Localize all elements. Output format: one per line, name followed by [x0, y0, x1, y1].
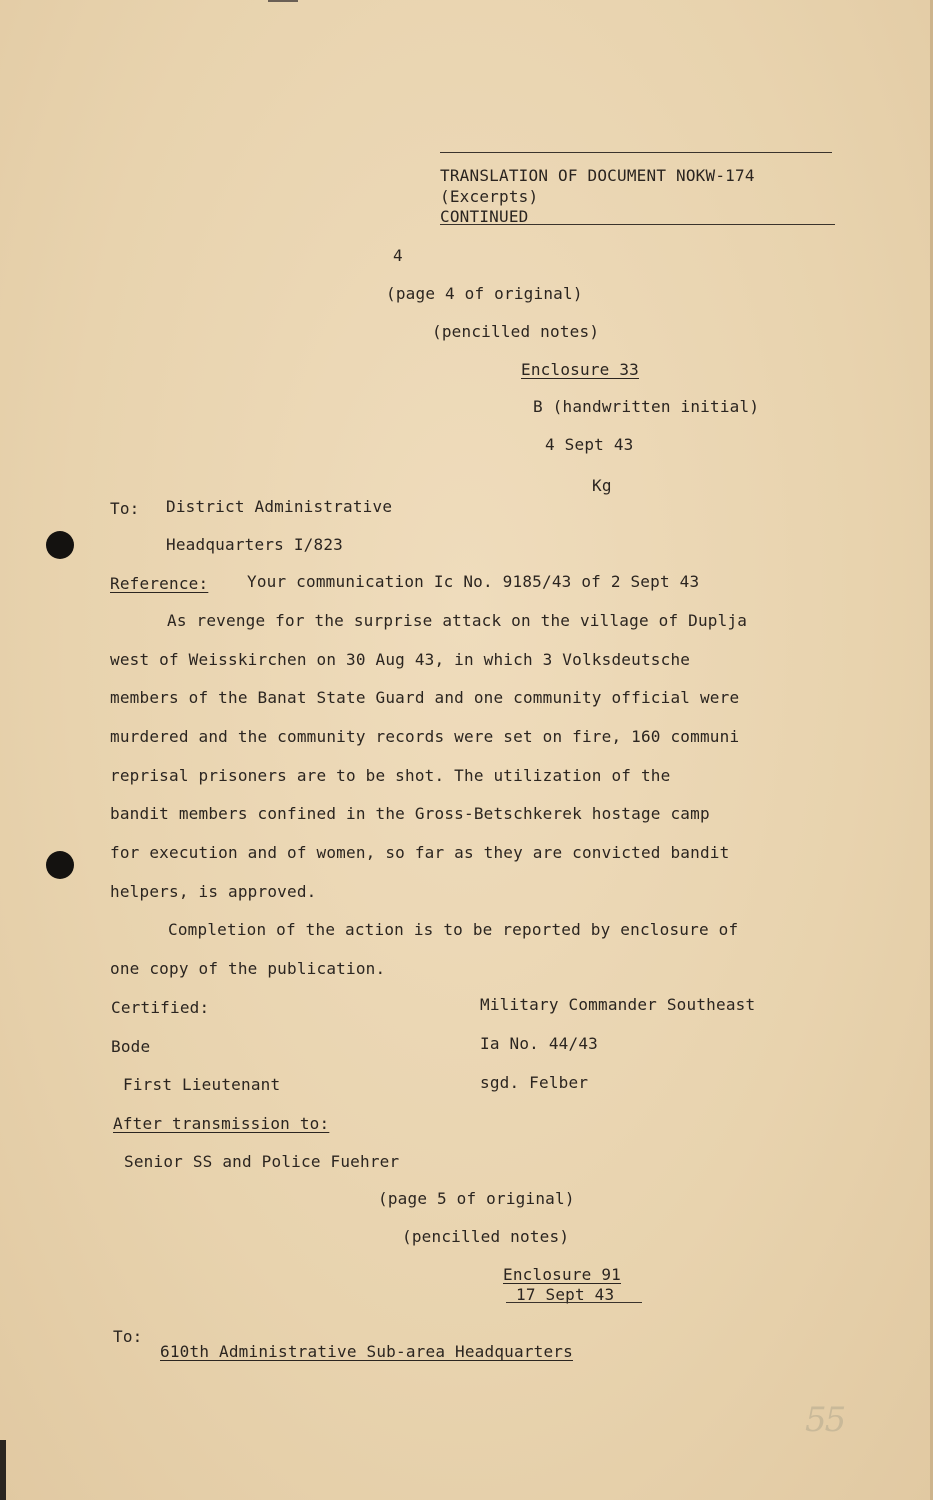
certified-label: Certified:: [111, 998, 210, 1017]
kg-note: Kg: [592, 476, 612, 495]
body-line: murdered and the community records were set on fire, 160 communi: [110, 727, 740, 746]
pencilled-notes-1: (pencilled notes): [432, 322, 600, 341]
pencilled-notes-2: (pencilled notes): [402, 1227, 570, 1246]
signer-name: Bode: [111, 1037, 151, 1056]
signer-rank: First Lieutenant: [123, 1075, 281, 1094]
to-recipient-610th: 610th Administrative Sub-area Headquarters: [160, 1342, 573, 1361]
signed-felber: sgd. Felber: [480, 1073, 589, 1092]
date-note: 4 Sept 43: [545, 435, 634, 454]
to-recipient-line2: Headquarters I/823: [166, 535, 343, 554]
punch-hole-top: [46, 531, 74, 559]
enclosure-91: Enclosure 91: [503, 1265, 621, 1284]
body-line: Completion of the action is to be reported by enclosure of: [168, 920, 739, 939]
enclosure-33: Enclosure 33: [521, 360, 639, 379]
body-line: helpers, is approved.: [110, 882, 317, 901]
header-continued: CONTINUED: [440, 207, 529, 226]
page-ref-original-4: (page 4 of original): [386, 284, 583, 303]
header-title: TRANSLATION OF DOCUMENT NOKW-174: [440, 166, 755, 185]
reference-text: Your communication Ic No. 9185/43 of 2 Sept 43: [247, 572, 700, 591]
after-transmission-label: After transmission to:: [113, 1114, 330, 1133]
enclosure-91-date: 17 Sept 43: [516, 1285, 615, 1304]
handwritten-page-number: 55: [805, 1400, 845, 1440]
transmission-recipient: Senior SS and Police Fuehrer: [124, 1152, 400, 1171]
to-label-2: To:: [113, 1327, 143, 1346]
punch-hole-bottom: [46, 851, 74, 879]
body-line: bandit members confined in the Gross-Betschkerek hostage camp: [110, 804, 710, 823]
page-ref-original-5: (page 5 of original): [378, 1189, 575, 1208]
reference-label: Reference:: [110, 574, 209, 593]
header-rule-top: [440, 152, 832, 153]
body-line: for execution and of women, so far as they are convicted bandit: [110, 843, 730, 862]
enclosure-91-rule: [506, 1302, 642, 1303]
military-commander: Military Commander Southeast: [480, 995, 756, 1014]
body-line: reprisal prisoners are to be shot. The utilization of the: [110, 766, 671, 785]
page-number: 4: [393, 246, 403, 265]
handwritten-initial-note: B (handwritten initial): [533, 397, 760, 416]
body-line: west of Weisskirchen on 30 Aug 43, in which 3 Volksdeutsche: [110, 650, 691, 669]
body-line: As revenge for the surprise attack on the village of Duplja: [167, 611, 748, 630]
to-label-1: To:: [110, 499, 140, 518]
top-edge-mark: [268, 0, 298, 2]
left-edge-tear: [0, 1440, 6, 1500]
body-line: one copy of the publication.: [110, 959, 386, 978]
body-line: members of the Banat State Guard and one community official were: [110, 688, 740, 707]
to-recipient-line1: District Administrative: [166, 497, 393, 516]
header-excerpts: (Excerpts): [440, 187, 539, 206]
header-rule-bottom: [440, 224, 835, 225]
ia-number: Ia No. 44/43: [480, 1034, 598, 1053]
